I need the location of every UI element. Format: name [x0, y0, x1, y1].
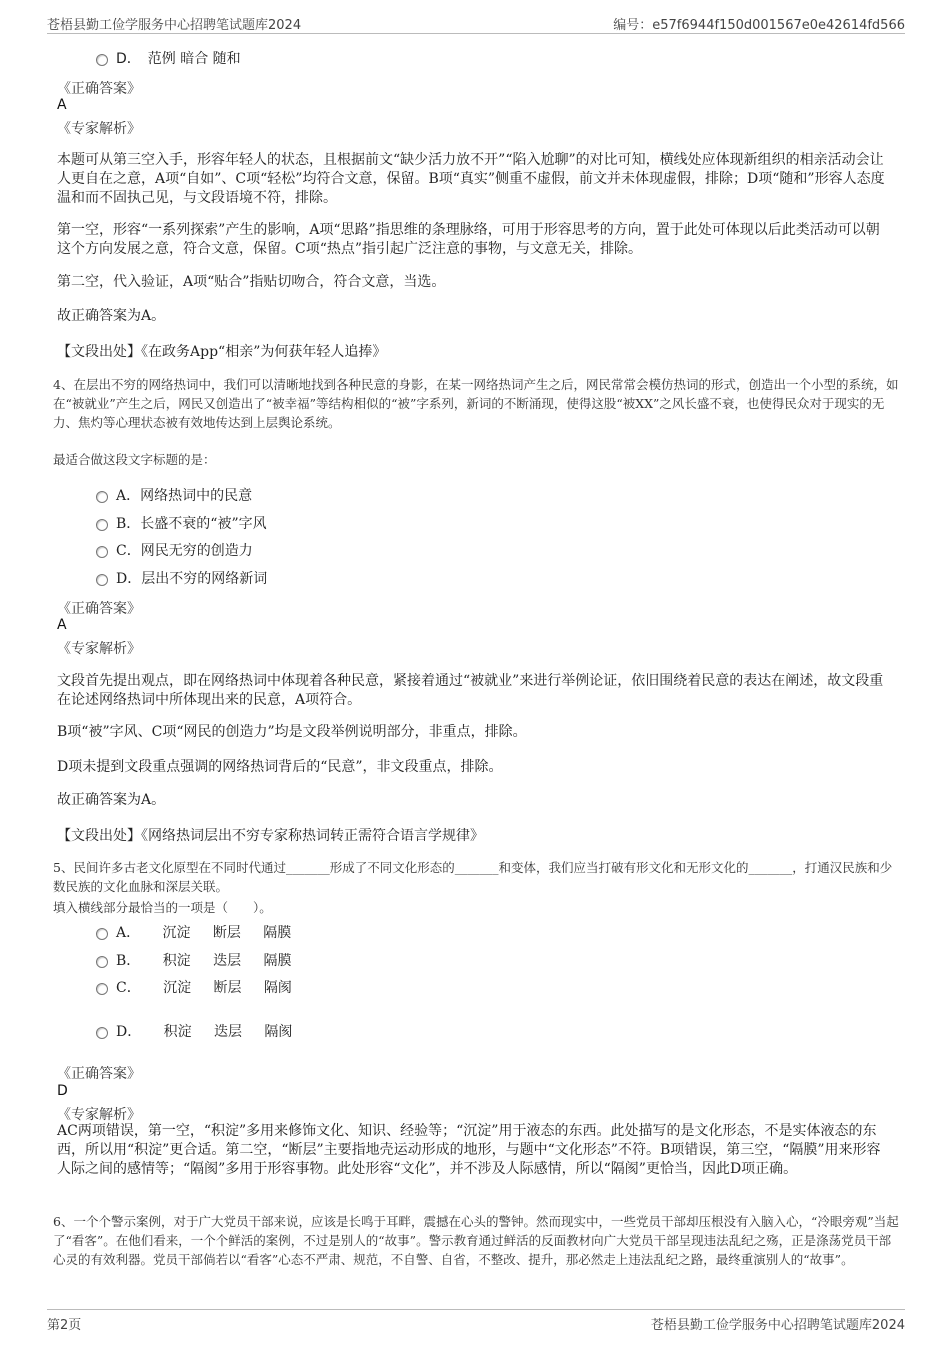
answer-value: A	[57, 617, 67, 633]
analysis-paragraph: 第二空，代入验证，A项“贴合”指贴切吻合，符合文意，当选。	[57, 274, 446, 290]
answer-label: 《正确答案》	[57, 601, 141, 617]
q4-option-d[interactable]	[96, 568, 267, 588]
radio-icon[interactable]	[96, 491, 108, 503]
page-number: 第2页	[47, 1318, 82, 1333]
question-prompt: 填入横线部分最恰当的一项是（ ）。	[53, 900, 272, 915]
option-word: 断层	[212, 925, 241, 941]
answer-value: A	[57, 97, 67, 113]
source-citation: 【文段出处】《网络热词层出不穷专家称热词转正需符合语言学规律》	[57, 828, 484, 844]
q5-option-b[interactable]	[96, 950, 291, 970]
option-word: 积淀	[163, 1024, 192, 1040]
analysis-label: 《专家解析》	[57, 1107, 141, 1123]
analysis-paragraph: 本题可从第三空入手，形容年轻人的状态，且根据前文“缺少活力放不开”“陷入尬聊”的对比可知，横线处应体现新组织的相亲活动会让人更自在之意，A项“自如”、C项“轻松”均符合文意，保留。B项“真实”侧重不虚假，前文并未体现虚假，排除；D项“随和”形容人态度温和而不固执己见，与文段语境不符，排除。	[57, 152, 885, 206]
radio-icon[interactable]	[96, 956, 108, 968]
analysis-paragraph: 文段首先提出观点，即在网络热词中体现着各种民意，紧接着通过“被就业”来进行举例论证，依旧围绕着民意的表达在阐述，故文段重在论述网络热词中所体现出来的民意，A项符合。	[57, 673, 884, 708]
analysis-label: 《专家解析》	[57, 641, 141, 657]
option-word: 沉淀	[162, 925, 191, 941]
footer-divider	[47, 1309, 905, 1310]
option-label: D． 范例 暗合 随和	[116, 51, 241, 67]
option-label: D．层出不穷的网络新词	[116, 571, 268, 587]
q5-option-d[interactable]	[96, 1021, 292, 1041]
q4-option-a[interactable]	[96, 485, 252, 505]
answer-label: 《正确答案》	[57, 81, 141, 97]
radio-icon[interactable]	[96, 928, 108, 940]
radio-icon[interactable]	[96, 54, 108, 66]
question-stem: 4、在层出不穷的网络热词中，我们可以清晰地找到各种民意的身影，在某一网络热词产生之后，网民常常会模仿热词的形式，创造出一个小型的系统，如在“被就业”产生之后，网民又创造出了“被幸福”等结构相似的“被”字系列，新词的不断涌现，使得这股“被XX”之风长盛不衰，也使得民众对于现实的无力、焦灼等心理状态被有效地传达到上层舆论系统。	[53, 377, 899, 430]
radio-icon[interactable]	[96, 983, 108, 995]
question-stem: 6、一个个警示案例，对于广大党员干部来说，应该是长鸣于耳畔，震撼在心头的警钟。然而现实中，一些党员干部却压根没有入脑入心，“冷眼旁观”当起了“看客”。在他们看来，一个个鲜活的案例，不过是别人的“故事”。警示教育通过鲜活的反面教材向广大党员干部呈现违法乱纪之殇，正是涤荡党员干部心灵的有效利器。党员干部倘若以“看客”心态不严肃、规范，不自警、自省，不整改、提升，那必然走上违法乱纪之路，最终重演别人的“故事”。	[53, 1214, 899, 1267]
analysis-paragraph: D项未提到文段重点强调的网络热词背后的“民意”，非文段重点，排除。	[57, 759, 503, 775]
option-word: 断层	[213, 980, 242, 996]
question-prompt: 最适合做这段文字标题的是：	[53, 452, 216, 467]
option-word: 积淀	[162, 953, 191, 969]
radio-icon[interactable]	[96, 519, 108, 531]
option-label: B．长盛不衰的“被”字风	[116, 516, 267, 532]
radio-icon[interactable]	[96, 574, 108, 586]
q4-option-b[interactable]	[96, 513, 267, 533]
option-letter: A．	[116, 925, 141, 941]
analysis-paragraph: B项“被”字风、C项“网民的创造力”均是文段举例说明部分，非重点，排除。	[57, 724, 527, 740]
source-citation: 【文段出处】《在政务App“相亲”为何获年轻人追捧》	[57, 344, 387, 360]
q5-option-a[interactable]	[96, 922, 291, 942]
analysis-paragraph: 故正确答案为A。	[57, 792, 166, 808]
option-letter: D．	[116, 1024, 142, 1040]
radio-icon[interactable]	[96, 546, 108, 558]
option-letter: C．	[116, 980, 141, 996]
q5-option-c[interactable]	[96, 977, 292, 997]
q4-option-c[interactable]	[96, 540, 253, 560]
option-word: 隔膜	[263, 953, 292, 969]
question-stem: 5、民间许多古老文化原型在不同时代通过_______形成了不同文化形态的_______和变体，我们应当打破有形文化和无形文化的_______，打通汉民族和少数民族的文化血脉和深层关联。	[53, 860, 893, 894]
answer-label: 《正确答案》	[57, 1066, 141, 1082]
analysis-paragraph: AC两项错误，第一空，“积淀”多用来修饰文化、知识、经验等；“沉淀”用于液态的东西。此处描写的是文化形态，不是实体液态的东西，所以用“积淀”更合适。第二空，“断层”主要指地壳运动形成的地形，与题中“文化形态”不符。B项错误，第三空，“隔膜”用来形容人际之间的感情等；“隔阂”多用于形容事物。此处形容“文化”，并不涉及人际感情，所以“隔阂”更恰当，因此D项正确。	[57, 1123, 881, 1177]
option-word: 迭层	[214, 1024, 243, 1040]
option-letter: B．	[116, 953, 141, 969]
analysis-paragraph: 第一空，形容“一系列探索”产生的影响，A项“思路”指思维的条理脉络，可用于形容思考的方向，置于此处可体现以后此类活动可以朝这个方向发展之意，符合文意，保留。C项“热点”指引起广泛注意的事物，与文意无关，排除。	[57, 222, 880, 257]
analysis-paragraph: 故正确答案为A。	[57, 308, 166, 324]
header-title: 苍梧县勤工俭学服务中心招聘笔试题库2024	[47, 18, 302, 33]
option-label: C．网民无穷的创造力	[116, 543, 253, 559]
option-word: 迭层	[213, 953, 242, 969]
analysis-label: 《专家解析》	[57, 121, 141, 137]
answer-value: D	[57, 1083, 68, 1099]
q3-option-d[interactable]	[96, 48, 241, 68]
radio-icon[interactable]	[96, 1027, 108, 1039]
option-word: 隔阂	[264, 1024, 293, 1040]
option-word: 沉淀	[163, 980, 192, 996]
header-divider	[47, 33, 905, 34]
footer-title: 苍梧县勤工俭学服务中心招聘笔试题库2024	[650, 1318, 905, 1333]
option-label: A．网络热词中的民意	[116, 488, 253, 504]
header-id: 编号：e57f6944f150d001567e0e42614fd566	[613, 18, 905, 33]
option-word: 隔膜	[263, 925, 292, 941]
option-word: 隔阂	[263, 980, 292, 996]
